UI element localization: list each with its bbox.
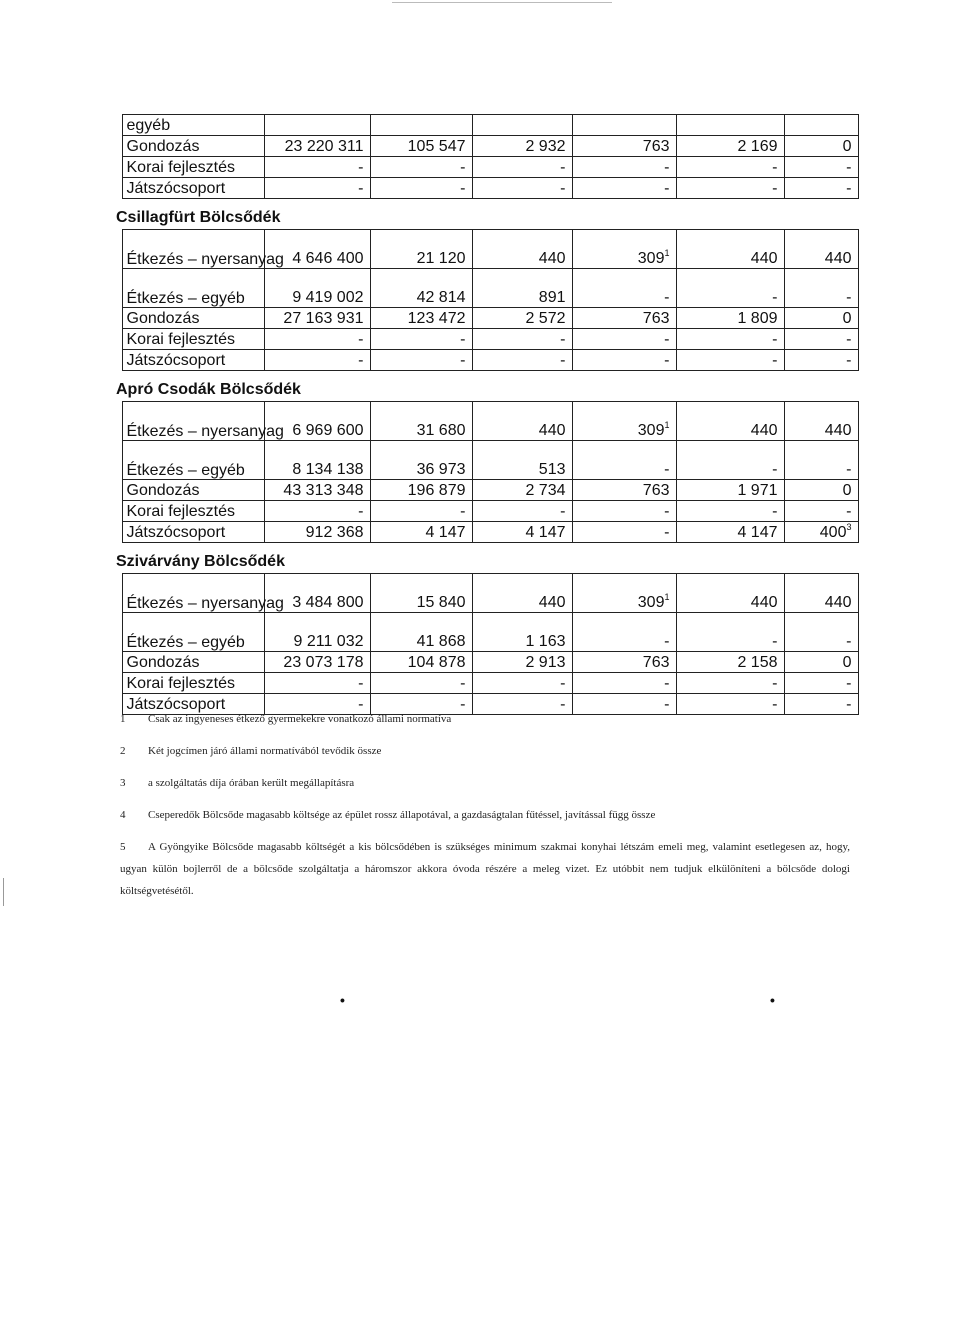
cell-value: - [358, 675, 364, 692]
table-cell [472, 480, 572, 501]
row-label: Korai fejlesztés [122, 157, 264, 178]
cell-value: - [772, 633, 778, 650]
table-cell [784, 178, 858, 199]
table-cell [676, 574, 784, 613]
table-cell [264, 157, 370, 178]
table-cell [370, 402, 472, 441]
row-indent [112, 522, 122, 543]
table-cell [784, 115, 858, 136]
footnote [120, 708, 850, 730]
cell-value: 31 680 [416, 422, 466, 439]
cell-value: 4 147 [525, 524, 566, 541]
cell-value: 104 878 [407, 654, 466, 671]
table-cell [472, 522, 572, 543]
row-label: Korai fejlesztés [122, 501, 264, 522]
footnote-text: Csak az ingyeneses étkező gyermekekre vonatkozó állami normatíva [148, 713, 452, 725]
cell-value: 2 572 [525, 310, 566, 327]
table-cell [264, 178, 370, 199]
cell-value: 763 [642, 310, 670, 327]
cell-value: - [460, 180, 466, 197]
cell-value: 2 158 [737, 654, 778, 671]
table-cell [572, 480, 676, 501]
table-row [112, 574, 858, 613]
table-cell [676, 269, 784, 308]
cell-value: - [664, 461, 670, 478]
cell-value: - [358, 696, 364, 713]
table-cell [676, 402, 784, 441]
table-cell [370, 308, 472, 329]
table-row [112, 613, 858, 652]
cell-value: 440 [538, 422, 566, 439]
table-cell [572, 230, 676, 269]
cell-value: - [772, 180, 778, 197]
cell-value: 6 969 600 [292, 422, 364, 439]
table-cell [784, 136, 858, 157]
table-cell [472, 230, 572, 269]
table-cell [472, 269, 572, 308]
cell-value: - [846, 159, 852, 176]
table-row [112, 230, 858, 269]
table-cell [572, 441, 676, 480]
table-cell [784, 522, 858, 543]
cell-value: 891 [538, 289, 566, 306]
cell-value: 440 [750, 594, 778, 611]
cell-value: - [772, 461, 778, 478]
table-row [112, 308, 858, 329]
cell-value: 440 [824, 250, 852, 267]
table-cell [472, 652, 572, 673]
table-cell [784, 329, 858, 350]
stray-mark-2: • [770, 992, 775, 1008]
footnote-number: 1 [120, 713, 126, 725]
footnote [120, 772, 850, 794]
section-header-row [112, 543, 858, 574]
table-cell [264, 269, 370, 308]
cell-value: - [772, 352, 778, 369]
table-cell [370, 480, 472, 501]
cell-value: - [846, 461, 852, 478]
table-cell [264, 652, 370, 673]
section-title: Apró Csodák Bölcsődék [116, 381, 301, 398]
table-cell [264, 441, 370, 480]
table-cell [572, 501, 676, 522]
table-cell [472, 501, 572, 522]
cell-value: 196 879 [407, 482, 466, 499]
cell-value: 912 368 [305, 524, 364, 541]
row-indent [112, 402, 122, 441]
cell-value: 1 971 [737, 482, 778, 499]
cell-value: - [560, 159, 566, 176]
table-cell [472, 441, 572, 480]
cell-value: 42 814 [416, 289, 466, 306]
cell-value: 2 913 [525, 654, 566, 671]
table-cell [676, 115, 784, 136]
footnote-ref: 3 [846, 522, 852, 532]
cell-value: - [846, 503, 852, 520]
cell-value: 9 211 032 [293, 633, 364, 650]
cell-value: - [664, 331, 670, 348]
cell-value: 763 [642, 654, 670, 671]
cell-value: - [772, 675, 778, 692]
cell-value: 9 419 002 [292, 289, 364, 306]
cell-value: 309 [637, 250, 665, 267]
table-row [112, 441, 858, 480]
row-indent [112, 115, 122, 136]
table-cell [264, 115, 370, 136]
table-cell [264, 136, 370, 157]
row-indent [112, 329, 122, 350]
table-cell [370, 350, 472, 371]
table-row [112, 115, 858, 136]
cell-value: 2 932 [525, 138, 566, 155]
footnote-number: 4 [120, 809, 126, 821]
footnote-number: 3 [120, 777, 126, 789]
table-cell [472, 350, 572, 371]
cell-value: - [846, 633, 852, 650]
table-row [112, 269, 858, 308]
cell-value: - [560, 696, 566, 713]
cell-value: - [664, 675, 670, 692]
footnotes [120, 708, 850, 912]
section-title: Csillagfürt Bölcsődék [116, 209, 281, 226]
cell-value: - [560, 180, 566, 197]
row-indent [112, 480, 122, 501]
row-label: Étkezés – egyéb [122, 613, 264, 652]
cell-value: 440 [538, 594, 566, 611]
table-cell [264, 673, 370, 694]
table-row [112, 350, 858, 371]
cell-value: 23 073 178 [283, 654, 364, 671]
cell-value: - [846, 352, 852, 369]
stray-mark-1: • [340, 992, 345, 1008]
cell-value: 23 220 311 [284, 138, 364, 155]
table-cell [472, 157, 572, 178]
cell-value: - [846, 696, 852, 713]
table-cell [370, 178, 472, 199]
footnote-ref: 1 [664, 248, 670, 258]
cell-value: - [460, 159, 466, 176]
section-title: Szivárvány Bölcsődék [116, 553, 285, 570]
table-cell [264, 613, 370, 652]
table-cell [676, 613, 784, 652]
section-header-row [112, 371, 858, 402]
row-label: Gondozás [122, 652, 264, 673]
row-label: Gondozás [122, 136, 264, 157]
cell-value: - [560, 503, 566, 520]
table-cell [784, 574, 858, 613]
row-label: Korai fejlesztés [122, 673, 264, 694]
cell-value: 440 [750, 422, 778, 439]
cell-value: 1 809 [737, 310, 778, 327]
cell-value: 0 [842, 310, 852, 327]
table-cell [264, 308, 370, 329]
cell-value: - [664, 633, 670, 650]
footnote-text: A Gyöngyike Bölcsőde magasabb költségét a kis bölcsődében is szükséges minimum szakmai konyhai létszám emeli meg, valamint esetlegesen az, hogy, ugyan külön bojlerről de a bölcsőde szolgáltatja a háromszor akkora óvoda részére a meleg vizet. Ez utóbbit nem tudjuk elkülöníteni a bölcsőde dologi költségvetésétől. [120, 841, 850, 897]
table-cell [784, 652, 858, 673]
cost-table [112, 114, 859, 715]
table-cell [784, 501, 858, 522]
table-cell [676, 308, 784, 329]
cell-value: 0 [842, 138, 852, 155]
cell-value: - [358, 352, 364, 369]
cell-value: 4 147 [425, 524, 466, 541]
cell-value: 4 147 [737, 524, 778, 541]
row-indent [112, 136, 122, 157]
table-cell [784, 350, 858, 371]
table-cell [472, 574, 572, 613]
cell-value: - [846, 180, 852, 197]
cell-value: 15 840 [416, 594, 466, 611]
cell-value: - [358, 503, 364, 520]
table-cell [472, 402, 572, 441]
cell-value: 105 547 [407, 138, 466, 155]
table-cell [264, 480, 370, 501]
table-cell [264, 522, 370, 543]
table-cell [784, 230, 858, 269]
table-cell [264, 350, 370, 371]
table-cell [676, 501, 784, 522]
cell-value: - [460, 352, 466, 369]
table-cell [472, 613, 572, 652]
table-row [112, 652, 858, 673]
table-cell [264, 501, 370, 522]
row-label: Játszócsoport [122, 350, 264, 371]
table-row [112, 673, 858, 694]
table-cell [370, 115, 472, 136]
table-cell [370, 522, 472, 543]
cell-value: - [772, 503, 778, 520]
cell-value: - [664, 696, 670, 713]
cell-value: - [772, 159, 778, 176]
cell-value: - [664, 159, 670, 176]
cell-value: 440 [538, 250, 566, 267]
table-row [112, 136, 858, 157]
cell-value: - [460, 675, 466, 692]
table-cell [676, 178, 784, 199]
row-indent [112, 230, 122, 269]
section-header-row [112, 199, 858, 230]
table-cell [676, 157, 784, 178]
cell-value: - [772, 696, 778, 713]
cell-value: - [358, 180, 364, 197]
table-row [112, 501, 858, 522]
cell-value: - [460, 503, 466, 520]
row-label: Játszócsoport [122, 178, 264, 199]
footnote [120, 804, 850, 826]
row-indent [112, 178, 122, 199]
table-cell [264, 329, 370, 350]
table-cell [572, 574, 676, 613]
cell-value: - [664, 524, 670, 541]
cell-value: 440 [750, 250, 778, 267]
cell-value: - [460, 331, 466, 348]
row-label: Játszócsoport [122, 522, 264, 543]
table-cell [370, 652, 472, 673]
cell-value: - [460, 696, 466, 713]
table-cell [676, 652, 784, 673]
table-cell [370, 157, 472, 178]
table-cell [676, 230, 784, 269]
table-cell [572, 308, 676, 329]
table-cell [572, 115, 676, 136]
cell-value: 2 734 [525, 482, 566, 499]
table-cell [676, 350, 784, 371]
table-cell [784, 308, 858, 329]
table-cell [370, 673, 472, 694]
table-cell [572, 652, 676, 673]
cell-value: 440 [824, 422, 852, 439]
cell-value: 43 313 348 [283, 482, 364, 499]
table-cell [472, 308, 572, 329]
footnote-text: Cseperedők Bölcsőde magasabb költsége az épület rossz állapotával, a gazdaságtalan fűtéssel, javítással függ össze [148, 809, 656, 821]
table-cell [472, 178, 572, 199]
table-cell [676, 673, 784, 694]
table-cell [572, 402, 676, 441]
row-indent [112, 269, 122, 308]
table-cell [370, 574, 472, 613]
row-indent [112, 574, 122, 613]
cell-value: - [846, 675, 852, 692]
cell-value: 2 169 [737, 138, 778, 155]
table-cell [472, 329, 572, 350]
cell-value: 8 134 138 [292, 461, 364, 478]
row-label: Korai fejlesztés [122, 329, 264, 350]
row-label: Gondozás [122, 480, 264, 501]
table-cell [572, 136, 676, 157]
table-cell [472, 673, 572, 694]
cell-value: 309 [637, 422, 665, 439]
footnote-ref: 1 [664, 420, 670, 430]
table-cell [472, 115, 572, 136]
table-cell [676, 480, 784, 501]
cell-value: - [664, 352, 670, 369]
table-cell [572, 613, 676, 652]
table-cell [676, 136, 784, 157]
top-rule [392, 2, 612, 3]
table-row [112, 329, 858, 350]
row-label: egyéb [122, 115, 264, 136]
footnote [120, 740, 850, 762]
table-cell [572, 329, 676, 350]
cell-value: 3 484 800 [292, 594, 364, 611]
table-cell [572, 269, 676, 308]
table-cell [572, 522, 676, 543]
table-cell [370, 501, 472, 522]
table-cell [784, 613, 858, 652]
cell-value: 36 973 [416, 461, 466, 478]
row-indent [112, 350, 122, 371]
table-cell [784, 673, 858, 694]
table-cell [784, 269, 858, 308]
cell-value: 0 [842, 654, 852, 671]
cell-value: 763 [642, 138, 670, 155]
cell-value: 123 472 [407, 310, 466, 327]
table-cell [784, 441, 858, 480]
footnote-text: Két jogcímen járó állami normatívából tevődik össze [148, 745, 382, 757]
table-cell [676, 329, 784, 350]
cell-value: 763 [642, 482, 670, 499]
cell-value: - [664, 503, 670, 520]
table-cell [572, 157, 676, 178]
table-cell [472, 136, 572, 157]
row-indent [112, 157, 122, 178]
cell-value: - [560, 331, 566, 348]
row-label: Gondozás [122, 308, 264, 329]
row-indent [112, 501, 122, 522]
row-label: Étkezés – egyéb [122, 441, 264, 480]
cell-value: - [358, 159, 364, 176]
cell-value: - [560, 675, 566, 692]
row-indent [112, 441, 122, 480]
table-cell [370, 136, 472, 157]
table-row [112, 402, 858, 441]
cell-value: 400 [819, 524, 847, 541]
table-cell [784, 157, 858, 178]
table-row [112, 178, 858, 199]
cell-value: - [664, 289, 670, 306]
cell-value: - [846, 331, 852, 348]
cell-value: - [772, 331, 778, 348]
cell-value: - [772, 289, 778, 306]
table-cell [572, 673, 676, 694]
row-indent [112, 652, 122, 673]
cell-value: - [358, 331, 364, 348]
table-cell [676, 522, 784, 543]
row-label: Étkezés – nyersanyag [122, 402, 264, 441]
row-label: Étkezés – nyersanyag [122, 230, 264, 269]
row-label: Étkezés – nyersanyag [122, 574, 264, 613]
table-cell [370, 613, 472, 652]
table-cell [572, 350, 676, 371]
cell-value: 27 163 931 [283, 310, 364, 327]
table-row [112, 480, 858, 501]
table-cell [370, 329, 472, 350]
row-indent [112, 308, 122, 329]
table-row [112, 157, 858, 178]
margin-mark [3, 878, 4, 906]
cell-value: 513 [538, 461, 566, 478]
row-label: Játszócsoport [122, 694, 264, 715]
cell-value: 309 [637, 594, 665, 611]
cell-value: 0 [842, 482, 852, 499]
cell-value: - [664, 180, 670, 197]
cell-value: 21 120 [416, 250, 466, 267]
table-cell [370, 441, 472, 480]
cell-value: - [560, 352, 566, 369]
cell-value: - [846, 289, 852, 306]
cell-value: 4 646 400 [292, 250, 364, 267]
table-row [112, 522, 858, 543]
table-cell [676, 441, 784, 480]
table-cell [370, 269, 472, 308]
footnote-number: 2 [120, 745, 126, 757]
table-cell [572, 178, 676, 199]
row-indent [112, 673, 122, 694]
row-indent [112, 613, 122, 652]
cell-value: 1 163 [525, 633, 566, 650]
footnote-number: 5 [120, 841, 126, 853]
footnote-ref: 1 [664, 592, 670, 602]
footnote-text: a szolgáltatás díja órában került megállapításra [148, 777, 355, 789]
cell-value: 41 868 [416, 633, 466, 650]
table-cell [370, 230, 472, 269]
table-cell [784, 402, 858, 441]
row-label: Étkezés – egyéb [122, 269, 264, 308]
table-cell [784, 480, 858, 501]
footnote [120, 836, 850, 902]
cell-value: 440 [824, 594, 852, 611]
